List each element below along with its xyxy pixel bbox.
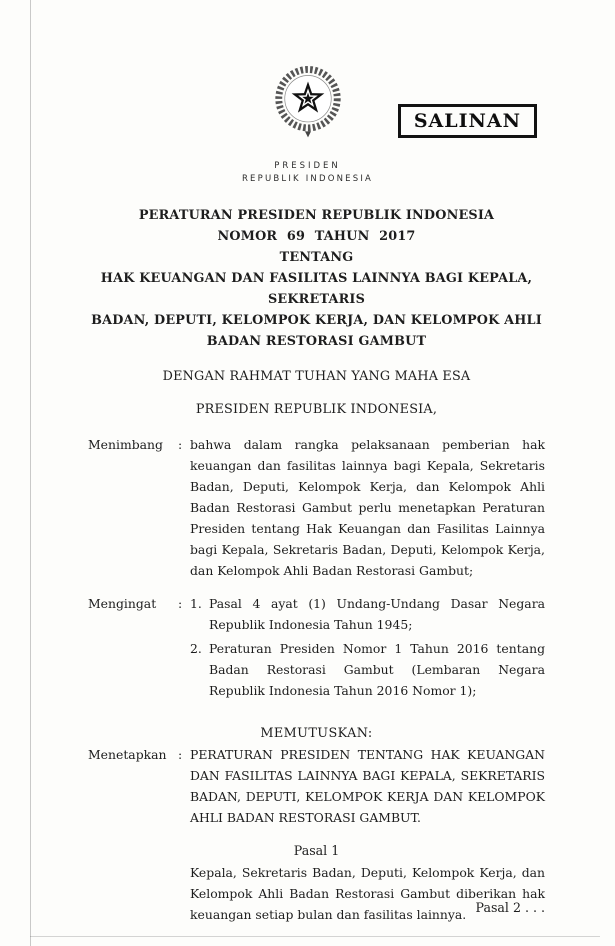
menimbang-section: [88, 434, 545, 581]
letterhead-presiden: PRESIDEN: [274, 161, 341, 171]
mengingat-item-2: [190, 638, 545, 701]
pasal-1-text: Kepala, Sekretaris Badan, Deputi, Kelompok Kerja, dan Kelompok Ahli Badan Restorasi Gambut diberikan hak keuangan setiap bulan dan fasilitas lainnya.: [190, 865, 545, 922]
menetapkan-text: PERATURAN PRESIDEN TENTANG HAK KEUANGAN DAN FASILITAS LAINNYA BAGI KEPALA, SEKRETARIS BADAN, DEPUTI, KELOMPOK KERJA DAN KELOMPOK AHLI BADAN RESTORASI GAMBUT.: [190, 747, 545, 825]
mengingat-item-2-text: Peraturan Presiden Nomor 1 Tahun 2016 tentang Badan Restorasi Gambut (Lembaran Negara Republik Indonesia Tahun 2016 Nomor 1);: [209, 641, 545, 698]
menimbang-text: bahwa dalam rangka pelaksanaan pemberian hak keuangan dan fasilitas lainnya bagi Kepala, Sekretaris Badan, Deputi, Kelompok Kerja, dan Kelompok Ahli Badan Restorasi Gambut perlu menetapkan Peraturan Presiden tentang Hak Keuangan dan Fasilitas Lainnya bagi Kepala, Sekretaris Badan, Deputi, Kelompok Kerja, dan Kelompok Ahli Badan Restorasi Gambut;: [190, 437, 545, 578]
scan-edge-left: [30, 0, 31, 946]
invocation-line: DENGAN RAHMAT TUHAN YANG MAHA ESA: [162, 369, 471, 384]
mengingat-item-2-number: 2.: [190, 641, 202, 656]
mengingat-section: [88, 593, 545, 701]
letterhead: [0, 161, 615, 184]
mengingat-item-1-number: 1.: [190, 596, 202, 611]
memutuskan-heading: MEMUTUSKAN:: [260, 726, 373, 741]
authority-line: PRESIDEN REPUBLIK INDONESIA,: [195, 402, 438, 417]
mengingat-label: Mengingat: [88, 596, 157, 611]
mengingat-item-1: [190, 593, 545, 635]
title-subject-line3: BADAN RESTORASI GAMBUT: [206, 334, 427, 349]
pasal-1-heading: Pasal 1: [293, 843, 340, 858]
mengingat-colon: :: [178, 596, 183, 611]
title-line-tentang: TENTANG: [279, 250, 354, 265]
title-line-nomor: NOMOR 69 TAHUN 2017: [217, 229, 416, 244]
catchword-pasal-2: Pasal 2 . . .: [475, 900, 545, 915]
menetapkan-label: Menetapkan: [88, 747, 167, 762]
menetapkan-colon: :: [178, 747, 183, 762]
menetapkan-section: [88, 744, 545, 828]
salinan-stamp: [398, 104, 537, 138]
title-subject-line2: BADAN, DEPUTI, KELOMPOK KERJA, DAN KELOMPOK AHLI: [91, 313, 542, 328]
mengingat-item-1-text: Pasal 4 ayat (1) Undang-Undang Dasar Negara Republik Indonesia Tahun 1945;: [209, 596, 545, 632]
title-subject-line1: HAK KEUANGAN DAN FASILITAS LAINNYA BAGI KEPALA, SEKRETARIS: [100, 271, 533, 307]
mengingat-items: [190, 593, 545, 701]
regulation-title: [88, 205, 545, 352]
salinan-stamp-label: SALINAN: [413, 110, 521, 132]
letterhead-republik-indonesia: REPUBLIK INDONESIA: [241, 174, 374, 184]
menimbang-colon: :: [178, 437, 183, 452]
menimbang-label: Menimbang: [88, 437, 163, 452]
state-emblem-icon: [265, 56, 351, 150]
title-line-peraturan: PERATURAN PRESIDEN REPUBLIK INDONESIA: [138, 208, 495, 223]
scan-edge-bottom: [30, 936, 600, 937]
